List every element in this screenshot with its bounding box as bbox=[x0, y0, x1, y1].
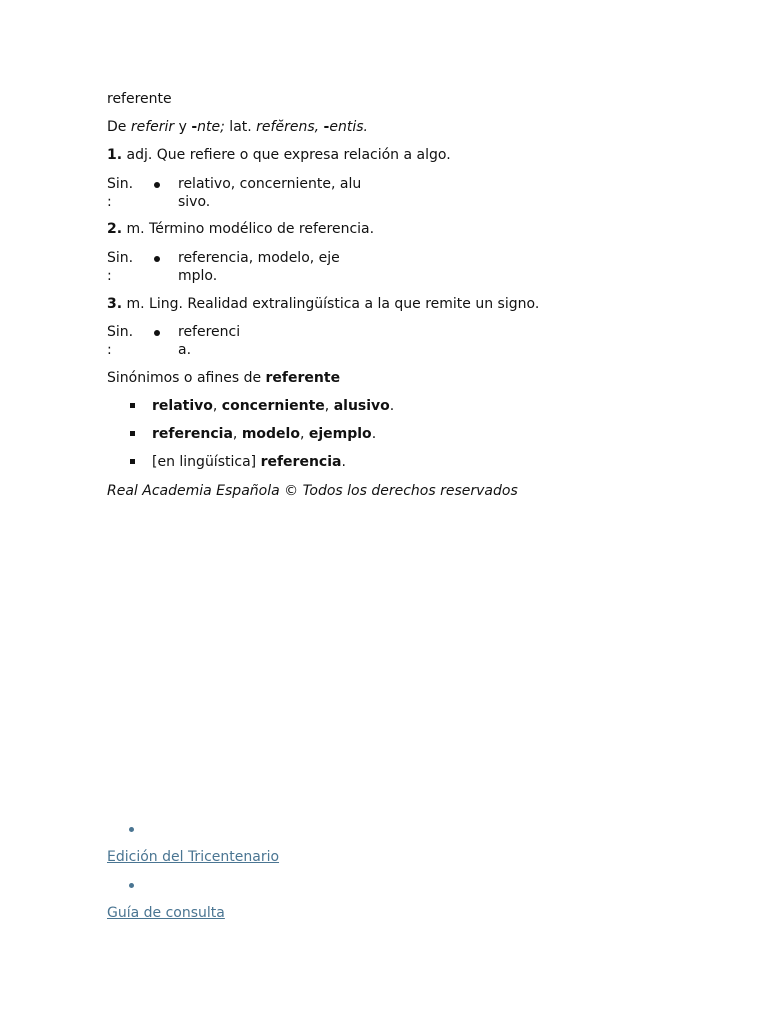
synonym-item-text bbox=[152, 425, 376, 443]
sense-3-synonyms bbox=[107, 323, 407, 363]
synonym-list: relativo, concerniente, alusivo. bbox=[178, 176, 362, 210]
etymology-latin-dash: - bbox=[323, 119, 330, 135]
etymology-lat: lat. bbox=[224, 119, 257, 135]
sin-label: Sin. : bbox=[107, 250, 134, 284]
separator: , bbox=[232, 426, 242, 442]
copyright: Real Academia Española © Todos los derechos reservados bbox=[107, 483, 518, 499]
bullet-icon bbox=[154, 330, 160, 336]
separator: , bbox=[299, 426, 309, 442]
etymology bbox=[107, 118, 368, 136]
sense-2-synonyms bbox=[107, 249, 407, 289]
bullet-icon bbox=[154, 256, 160, 262]
sense-number: 3. bbox=[107, 296, 123, 312]
separator: . bbox=[341, 454, 346, 470]
separator: , bbox=[324, 398, 334, 414]
synonym-list: referencia. bbox=[178, 324, 241, 358]
sense-2 bbox=[107, 220, 374, 238]
synonym-term: modelo bbox=[241, 426, 300, 442]
sense-definition: m. Ling. Realidad extralingüística a la que remite un signo. bbox=[122, 296, 540, 312]
synonym-item-text bbox=[152, 397, 394, 415]
nav-link-guia-consulta[interactable]: Guía de consulta bbox=[107, 905, 225, 921]
synonyms-lead: Sinónimos o afines de bbox=[107, 370, 266, 386]
sense-definition: adj. Que refiere o que expresa relación a algo. bbox=[122, 147, 451, 163]
etymology-y: y bbox=[174, 119, 192, 135]
usage-label: [en lingüística] bbox=[152, 454, 261, 470]
synonym-item bbox=[107, 425, 507, 443]
synonym-item-text bbox=[152, 453, 346, 471]
synonyms-heading bbox=[107, 369, 340, 387]
synonym-term: ejemplo bbox=[308, 426, 372, 442]
sin-label: Sin. : bbox=[107, 324, 134, 358]
sense-number: 2. bbox=[107, 221, 123, 237]
sense-3 bbox=[107, 295, 539, 313]
separator: . bbox=[371, 426, 377, 442]
sense-1-synonyms bbox=[107, 175, 407, 215]
synonym-list: referencia, modelo, ejemplo. bbox=[178, 250, 340, 284]
etymology-suffix-dash: - bbox=[191, 119, 198, 135]
square-bullet-icon bbox=[130, 459, 135, 464]
bullet-icon bbox=[154, 182, 160, 188]
nav-bullet-icon bbox=[129, 827, 134, 832]
square-bullet-icon bbox=[130, 431, 135, 436]
sense-definition: m. Término modélico de referencia. bbox=[122, 221, 375, 237]
synonym-item bbox=[107, 453, 507, 471]
etymology-latin: refĕrens, bbox=[256, 119, 324, 135]
synonym-term: relativo bbox=[152, 398, 213, 414]
etymology-suffix: nte; bbox=[197, 119, 225, 135]
etymology-word: referir bbox=[130, 119, 175, 135]
sense-1 bbox=[107, 146, 451, 164]
synonym-item bbox=[107, 397, 507, 415]
synonym-term: alusivo bbox=[333, 398, 390, 414]
etymology-prefix: De bbox=[107, 119, 131, 135]
sin-label: Sin. : bbox=[107, 176, 134, 210]
headword: referente bbox=[107, 91, 172, 107]
synonym-term: referencia bbox=[260, 454, 342, 470]
synonyms-word: referente bbox=[265, 370, 341, 386]
nav-bullet-icon bbox=[129, 883, 134, 888]
sense-number: 1. bbox=[107, 147, 123, 163]
separator: . bbox=[389, 398, 395, 414]
square-bullet-icon bbox=[130, 403, 135, 408]
etymology-latin-end: entis. bbox=[329, 119, 368, 135]
synonym-term: referencia bbox=[152, 426, 233, 442]
nav-link-tricentenario[interactable]: Edición del Tricentenario bbox=[107, 849, 280, 865]
separator: , bbox=[212, 398, 222, 414]
synonym-term: concerniente bbox=[221, 398, 325, 414]
